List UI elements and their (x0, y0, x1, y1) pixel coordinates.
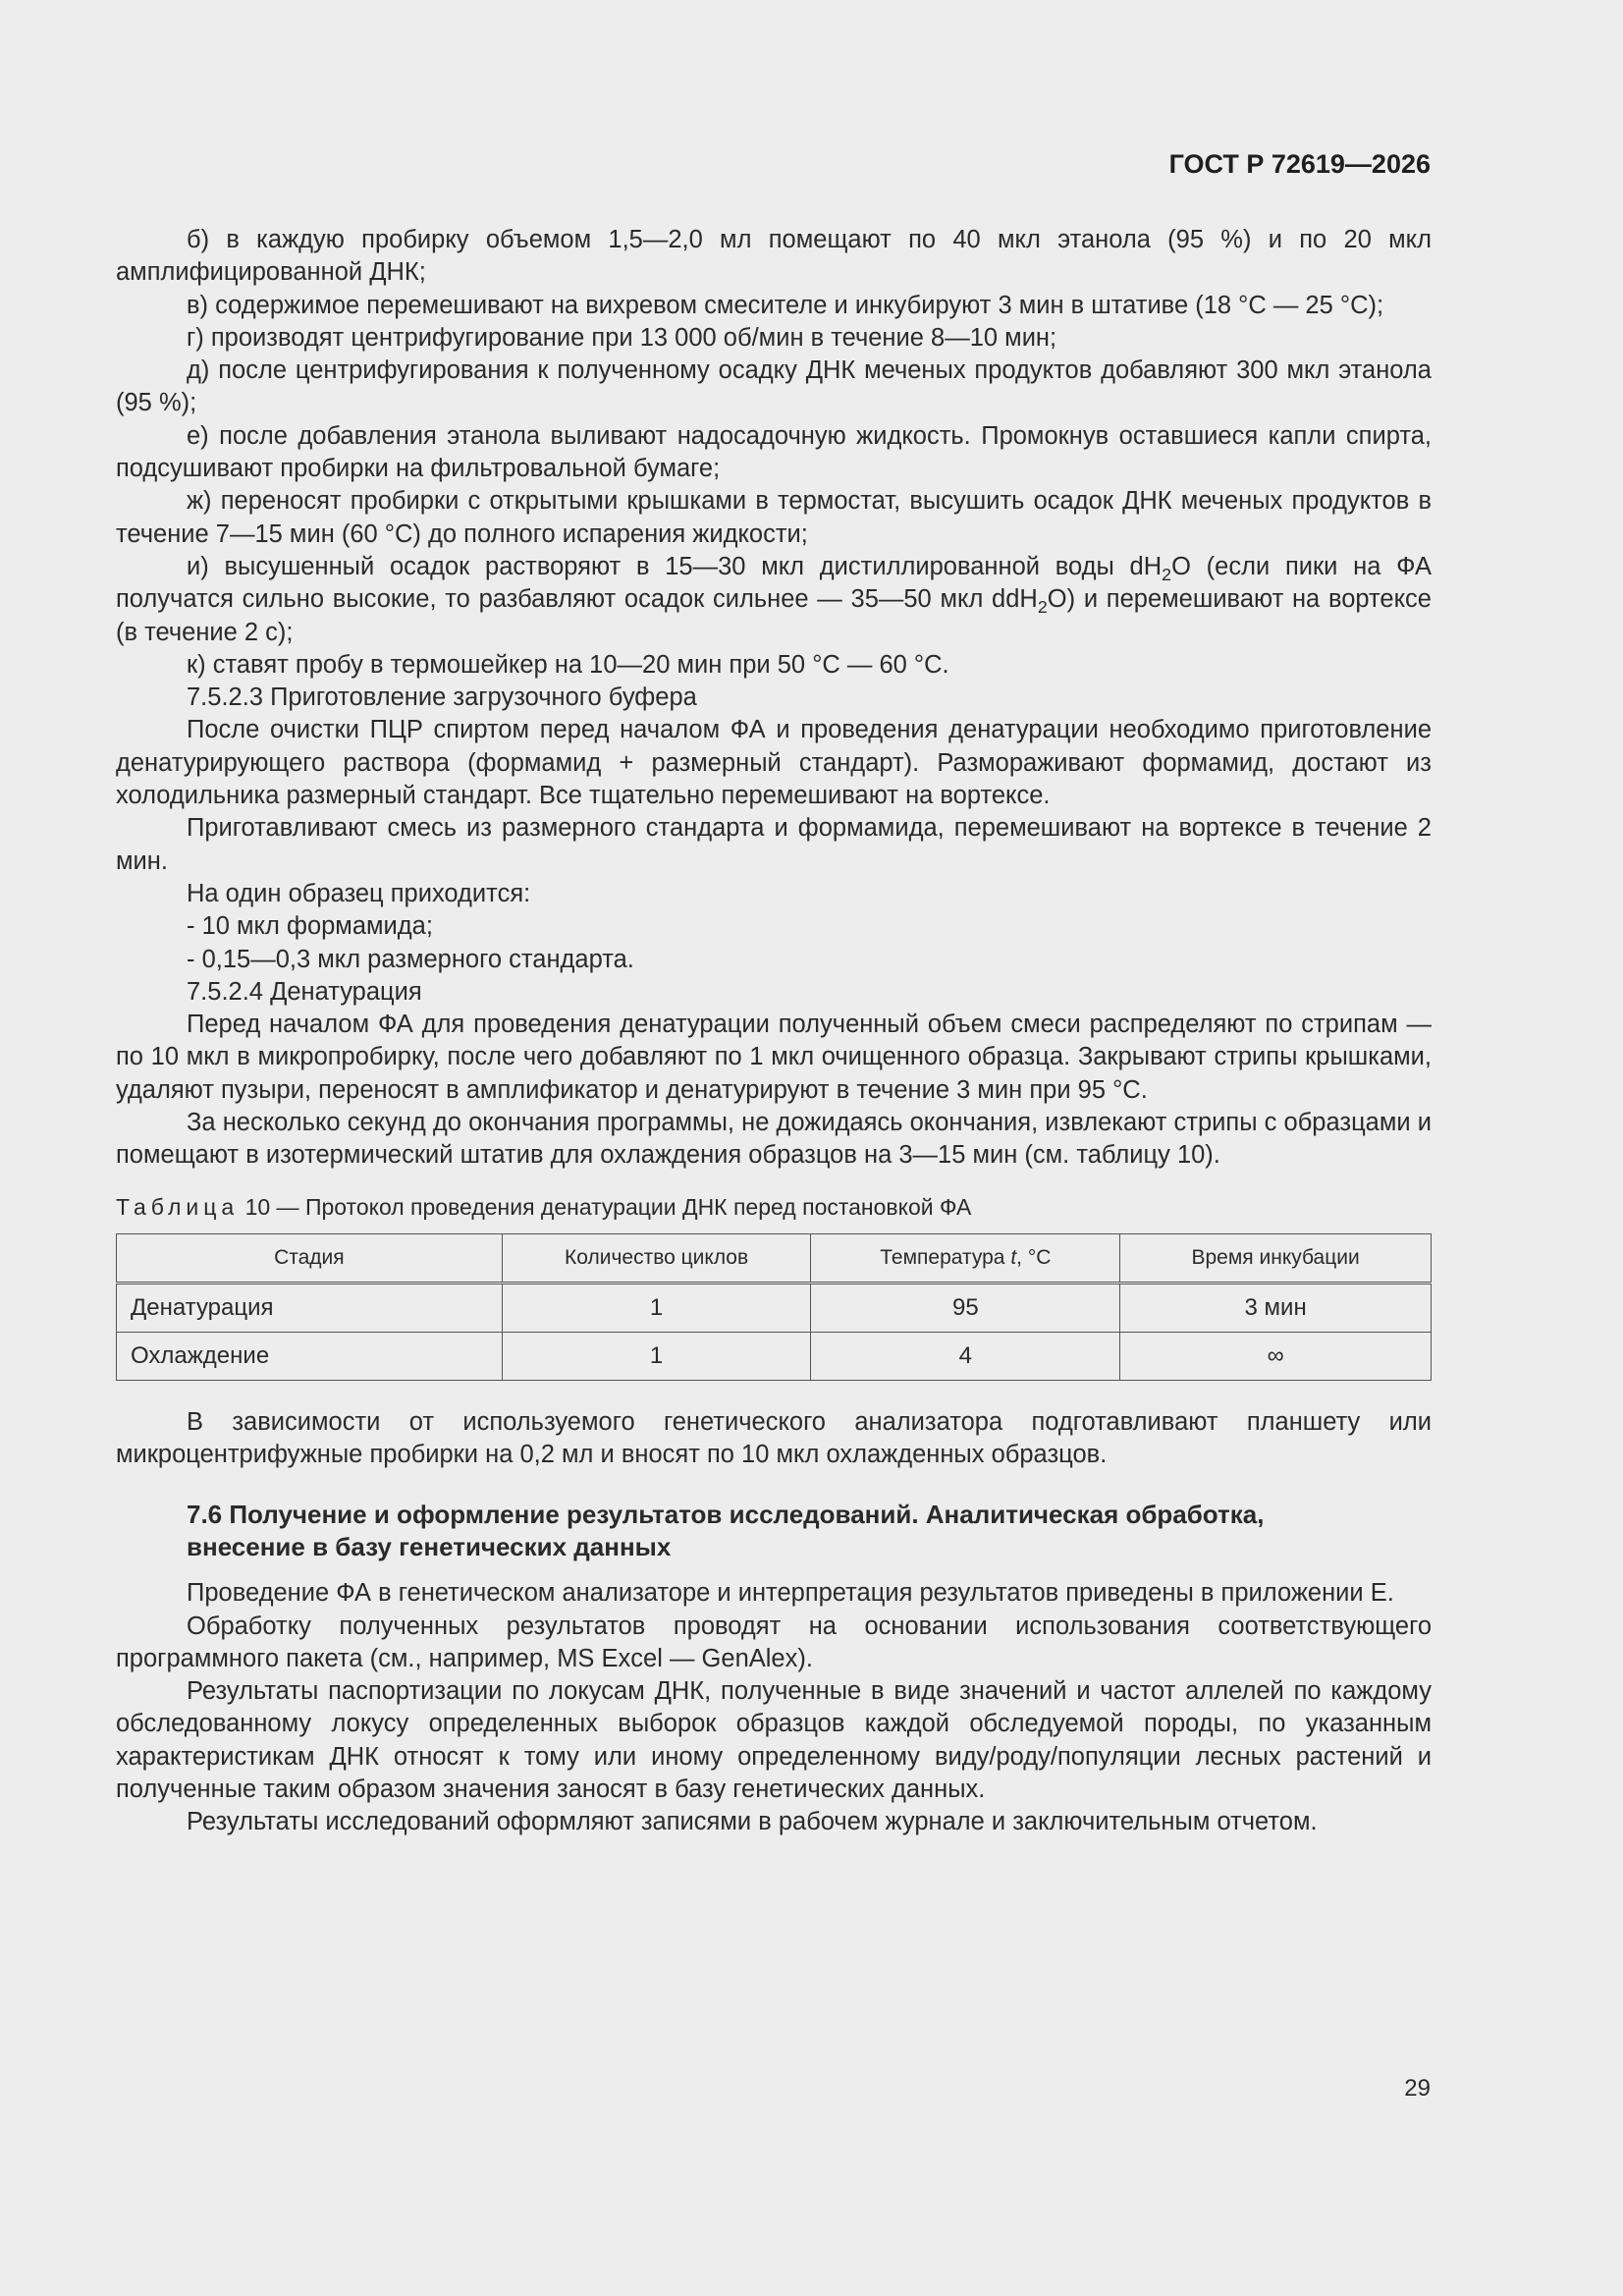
list-item: - 10 мкл формамида; (187, 912, 433, 941)
header-text: Температура (880, 1245, 1005, 1269)
paragraph: в) содержимое перемешивают на вихревом смесителе и инкубируют 3 мин в штативе (18 °С — 25 °С); (187, 291, 1384, 319)
paragraph: д) после центрифугирования к полученному осадку ДНК меченых продуктов добавляют 300 мкл этанола (95 %); (116, 356, 1432, 417)
data-table (116, 1233, 1432, 1381)
column-header (811, 1233, 1120, 1283)
table-cell: 3 мин (1120, 1283, 1432, 1332)
temp-unit: , °С (1016, 1245, 1052, 1269)
document-code: ГОСТ Р 72619—2026 (1168, 149, 1431, 179)
subsection-title: 7.5.2.3 Приготовление загрузочного буфера (187, 683, 697, 712)
text-run: O) и перемешивают на вортексе (в течение 2 с); (116, 585, 1432, 646)
subscript: 2 (1162, 565, 1172, 585)
caption-text: 10 — Протокол проведения денатурации ДНК перед постановкой ФА (239, 1193, 972, 1220)
text-run: O (если пики на ФА получатся сильно высокие, то разбавляют осадок сильнее — 35—50 мкл ddH (116, 552, 1432, 614)
paragraph: Результаты паспортизации по локусам ДНК, полученные в виде значений и частот аллелей по каждому обследованному локусу определенных выборок образцов каждой обследуемой породы, по указанным характеристикам ДНК относят к тому или иному определенному виду/роду/популяции лесных растений и полученные таким образом значения заносят в базу генетических данных. (116, 1677, 1432, 1803)
paragraph: б) в каждую пробирку объемом 1,5—2,0 мл помещают по 40 мкл этанола (95 %) и по 20 мкл амплифицированной ДНК; (116, 226, 1432, 287)
page-number: 29 (1404, 2075, 1431, 2102)
text-run: и) высушенный осадок растворяют в 15—30 мкл дистиллированной воды dH (187, 552, 1163, 580)
paragraph: В зависимости от используемого генетического анализатора подготавливают планшету или микроцентрифужные пробирки на 0,2 мл и вносят по 10 мкл охлажденных образцов. (116, 1407, 1432, 1468)
caption-word: Таблица (116, 1193, 240, 1220)
table-cell: 1 (502, 1283, 811, 1332)
paragraph: Перед началом ФА для проведения денатурации полученный объем смеси распределяют по стрипам — по 10 мкл в микропробирку, после чего добавляют по 1 мкл очищенного образца. Закрывают стрипы крышками, удаляют пузыри, переносят в амплификатор и денатурируют в течение 3 мин при 95 °С. (116, 1011, 1432, 1104)
paragraph: Приготавливают смесь из размерного стандарта и формамида, перемешивают на вортексе в течение 2 мин. (116, 814, 1432, 875)
heading-line: внесение в базу генетических данных (187, 1532, 672, 1562)
table-cell: Денатурация (117, 1283, 503, 1332)
paragraph: Результаты исследований оформляют записями в рабочем журнале и заключительным отчетом. (187, 1808, 1318, 1836)
paragraph: После очистки ПЦР спиртом перед началом ФА и проведения денатурации необходимо приготовление денатурирующего раствора (формамид + размерный стандарт). Размораживают формамид, достают из холодильника размерный стандарт. Все тщательно перемешивают на вортексе. (116, 716, 1432, 810)
list-item: - 0,15—0,3 мкл размерного стандарта. (187, 945, 634, 973)
table-row (117, 1283, 1432, 1332)
page-content (116, 224, 1432, 1839)
table-row (117, 1332, 1432, 1380)
paragraph: Обработку полученных результатов проводят на основании использования соответствующего программного пакета (см., например, MS Excel — GenAlex). (116, 1612, 1432, 1672)
table-cell: Охлаждение (117, 1332, 503, 1380)
table-caption (116, 1192, 1432, 1222)
subscript: 2 (1037, 597, 1048, 618)
paragraph: к) ставят пробу в термошейкер на 10—20 мин при 50 °С — 60 °С. (187, 650, 949, 679)
table-header-row (117, 1233, 1432, 1283)
paragraph: За несколько секунд до окончания программы, не дожидаясь окончания, извлекают стрипы с образцами и помещают в изотермический штатив для охлаждения образцов на 3—15 мин (см. таблицу 10). (116, 1109, 1432, 1170)
column-header: Время инкубации (1120, 1233, 1432, 1283)
column-header: Стадия (117, 1233, 503, 1283)
paragraph: е) после добавления этанола выливают надосадочную жидкость. Промокнув оставшиеся капли спирта, подсушивают пробирки на фильтровальной бумаге; (116, 421, 1432, 483)
table-cell: 95 (811, 1283, 1120, 1332)
paragraph: Проведение ФА в генетическом анализаторе и интерпретация результатов приведены в приложении Е. (187, 1579, 1394, 1608)
table-cell: 1 (502, 1332, 811, 1380)
subsection-title: 7.5.2.4 Денатурация (187, 977, 422, 1006)
paragraph: На один образец приходится: (187, 879, 531, 907)
paragraph-with-formula (116, 551, 1432, 649)
table-cell: ∞ (1120, 1332, 1432, 1380)
column-header: Количество циклов (502, 1233, 811, 1283)
section-heading (116, 1499, 1432, 1563)
table-cell: 4 (811, 1332, 1120, 1380)
heading-line: 7.6 Получение и оформление результатов исследований. Аналитическая обработка, (187, 1500, 1265, 1530)
paragraph: ж) переносят пробирки с открытыми крышками в термостат, высушить осадок ДНК меченых продуктов в течение 7—15 мин (60 °С) до полного испарения жидкости; (116, 487, 1432, 548)
temp-variable: t (1010, 1245, 1017, 1269)
paragraph: г) производят центрифугирование при 13 000 об/мин в течение 8—10 мин; (187, 323, 1057, 352)
